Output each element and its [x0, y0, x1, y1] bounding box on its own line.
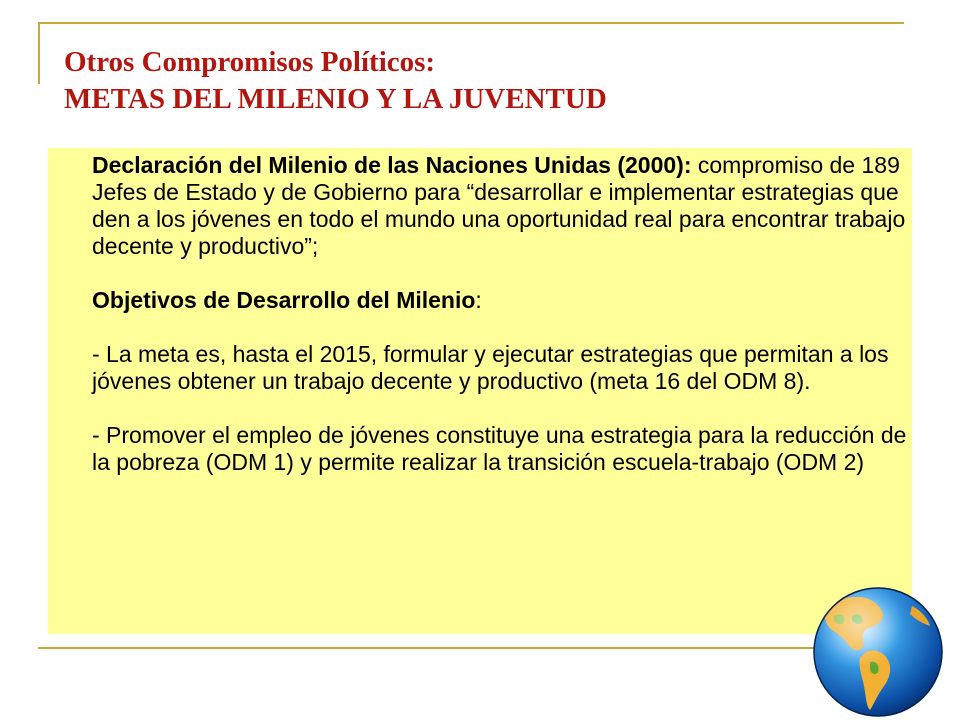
title-line-1: Otros Compromisos Políticos: [64, 46, 436, 78]
heading-objetivos-bold: Objetivos de Desarrollo del Milenio [92, 287, 476, 313]
spacer [92, 314, 912, 341]
spacer [92, 395, 912, 422]
bullet-promover: - Promover el empleo de jóvenes constituye una estrategia para la reducción de la pobreza (ODM 1) y permite realizar la transición escuela-trabajo (ODM 2) [92, 422, 907, 475]
heading-objetivos [92, 287, 912, 314]
spacer [92, 260, 912, 287]
title-line-2: METAS DEL MILENIO Y LA JUVENTUD [64, 83, 607, 115]
slide-body [92, 152, 912, 476]
paragraph-declaracion-lead: Declaración del Milenio de las Naciones Unidas (2000): [92, 152, 692, 178]
bottom-rule [38, 647, 904, 649]
paragraph-declaracion-text: compromiso de 189 Jefes de Estado y de Gobierno para “desarrollar e implementar estrategias que den a los jóvenes en todo el mundo una oportunidad real para encontrar trabajo decente y productivo”; [92, 152, 906, 259]
top-rule [38, 22, 904, 24]
bullet-meta: - La meta es, hasta el 2015, formular y ejecutar estrategias que permitan a los jóvenes obtener un trabajo decente y productivo (meta 16 del ODM 8). [92, 341, 889, 394]
globe-icon [812, 586, 944, 718]
slide-title [64, 44, 607, 118]
heading-objetivos-suffix: : [475, 287, 482, 313]
paragraph-declaracion [92, 152, 912, 260]
left-rule [38, 22, 40, 84]
